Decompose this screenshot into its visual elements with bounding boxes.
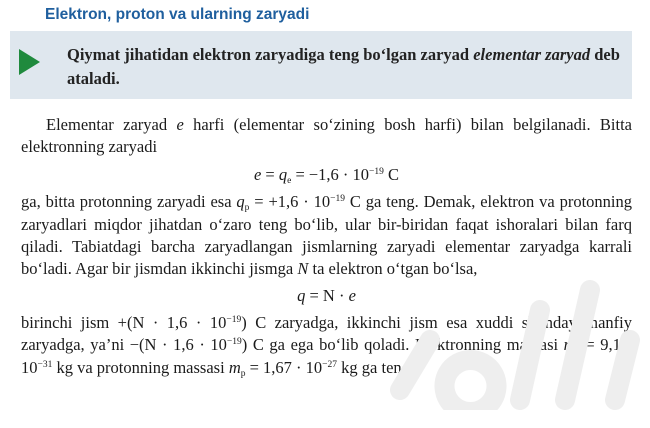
- section-heading: Elektron, proton va ularning zaryadi: [45, 6, 310, 23]
- formula-electron-charge: $e = q_e = -1,6 \cdot 10^{-19}$ C: [253, 165, 400, 187]
- definition-text: Qiymat jihatidan elektron zaryadiga teng bo‘lgan zaryad elementar zaryad deb ataladi.: [67, 45, 620, 88]
- definition-box: [10, 31, 632, 99]
- paragraph-1: Elementar zaryad e harfi (elementar so‘zining bosh harfi) bilan belgilanadi. Bitta elektronning zaryadi: [21, 115, 632, 157]
- paragraph-2: ga, bitta protonning zaryadi esa $q_p = +1,6 \cdot 10^{-19}$ C ga teng. Demak, elektron va protonning zaryadlari miqdor jihatdan o‘zaro teng bo‘lib, ular bir-biridan faqat ishoralari bilan farq qiladi. Tabiatdagi barcha zaryadlangan jismlarning zaryadi elementar zaryadga karrali bo‘ladi. Agar bir jismdan ikkinchi jismga N ta elektron o‘tgan bo‘lsa,: [21, 192, 632, 279]
- body-text: [21, 114, 632, 379]
- play-triangle-icon: [19, 49, 40, 75]
- formula-total-charge: q = N · e: [297, 286, 356, 306]
- paragraph-3: birinchi jism $+(N \cdot 1,6 \cdot 10^{-19})$ C zaryadga, ikkinchi jism esa xuddi shunday manfiy zaryadga, ya’ni $-(N \cdot 1,6 \cdot 10^{-19})$ C ga ega bo‘lib qoladi. Elektronning massasi $m_e = 9,1 \cdot 10^{-31}$ kg va protonning massasi $m_p = 1,67 \cdot 10^{-27}$ kg ga teng.: [21, 313, 632, 379]
- definition-term: elementar zaryad: [473, 45, 591, 64]
